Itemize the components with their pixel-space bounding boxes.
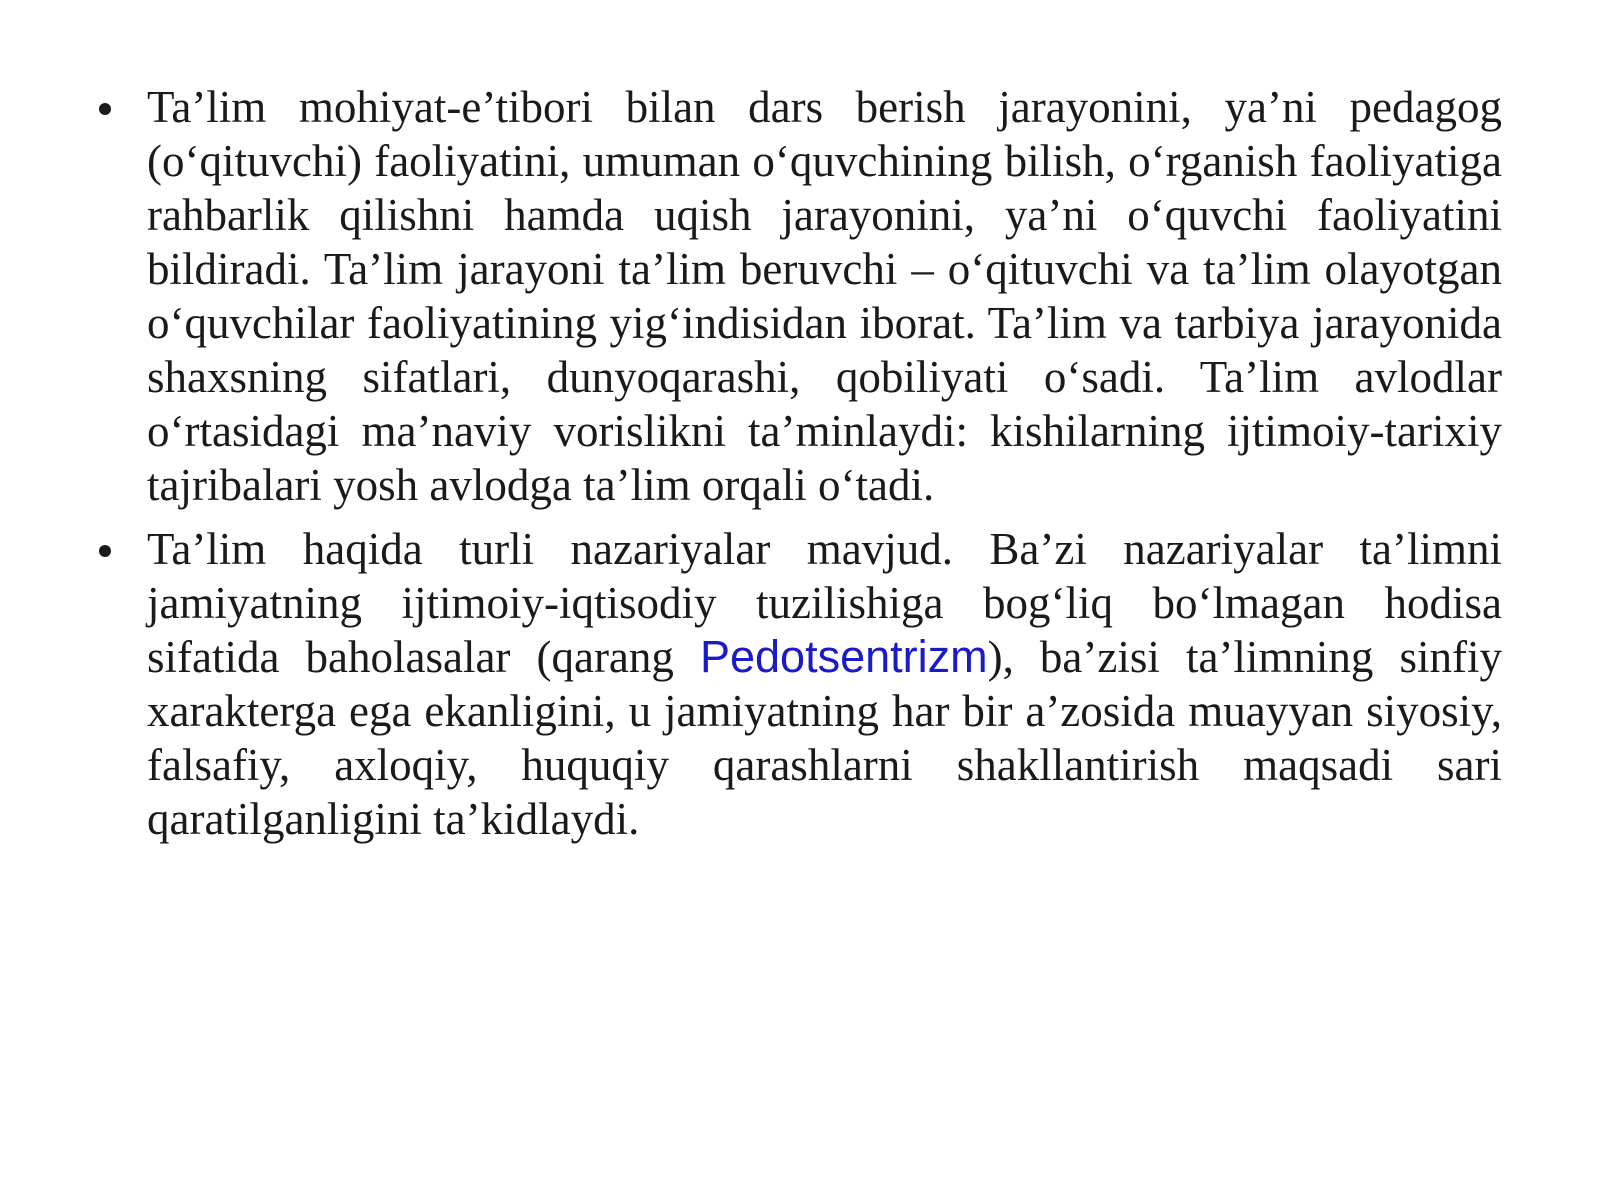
bullet-icon <box>99 545 111 557</box>
paragraph-1-text: Ta’lim mohiyat-e’tibori bilan dars berish jarayonini, ya’ni pedagog (o‘qituvchi) faoliyatini, umuman o‘quvchining bilish, o‘rganish faoliyatiga rahbarlik qilishni hamda uqish jarayonini, ya’ni o‘quvchi faoliyatini bildiradi. Ta’lim jarayoni ta’lim beruvchi – o‘qituvchi va ta’lim olayotgan o‘quvchilar faoliyatining yig‘indisidan iborat. Ta’lim va tarbiya jarayonida shaxsning sifatlari, dunyoqarashi, qobiliyati o‘sadi. Ta’lim avlodlar o‘rtasidagi ma’naviy vorislikni ta’minlaydi: kishilarning ijtimoiy-tarixiy tajribalari yosh avlodga ta’lim orqali o‘tadi. <box>147 82 1502 510</box>
bullet-item-2 <box>90 522 1502 846</box>
pedotsentrizm-link[interactable]: Pedotsentrizm <box>699 631 988 682</box>
bullet-list <box>90 80 1502 856</box>
bullet-item-1 <box>90 80 1502 512</box>
paragraph-2-text-before: Ta’lim haqida turli nazariyalar mavjud. Ba’zi nazariyalar ta’limni jamiyatning ijtimoiy-iqtisodiy tuzilishiga bog‘liq bo‘lmagan hodisa sifatida baholasalar (qarang <box>147 524 1502 682</box>
bullet-icon <box>99 103 111 115</box>
paragraph-2-text-after: ), ba’zisi ta’limning sinfiy xarakterga ega ekanligini, u jamiyatning har bir a’zosida muayyan siyosiy, falsafiy, axloqiy, huquqiy qarashlarni shakllantirish maqsadi sari qaratilganligini ta’kidlaydi. <box>147 632 1502 844</box>
